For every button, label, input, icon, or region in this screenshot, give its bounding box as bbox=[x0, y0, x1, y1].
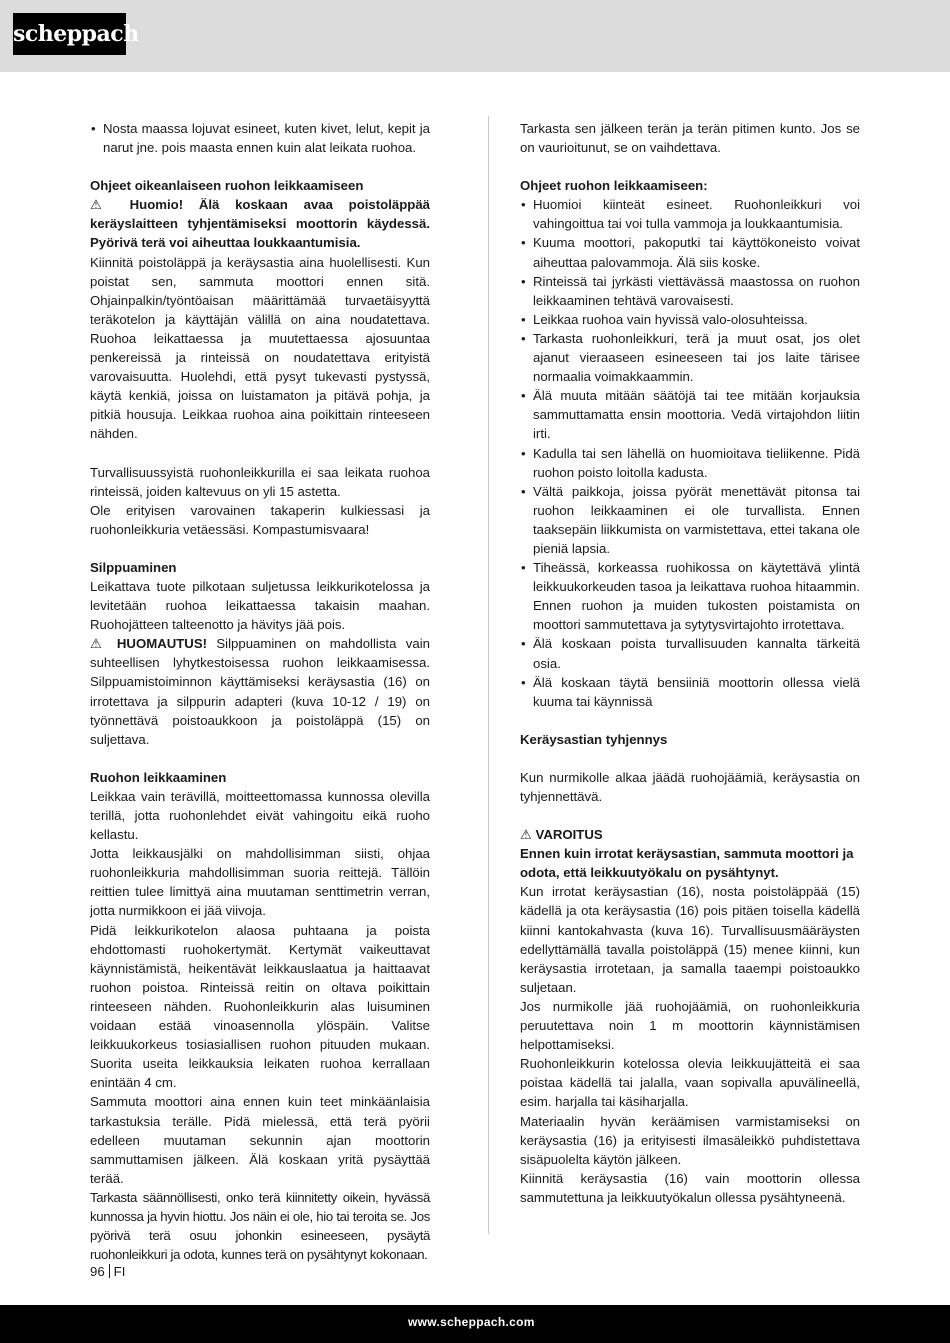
warning-label: VAROITUS bbox=[535, 827, 603, 843]
page-number-value: 96 bbox=[90, 1264, 105, 1279]
paragraph: Materiaalin hyvän keräämisen varmistamiseksi on keräysastia (16) ja erityisesti ilmasäleikkö puhdistettava sisäpuolelta käytön jälkeen. bbox=[520, 1113, 860, 1167]
note-label: HUOMAUTUS! bbox=[116, 636, 208, 652]
list-item: • Älä koskaan poista turvallisuuden kannalta tärkeitä osia. bbox=[520, 634, 860, 672]
paragraph: Jotta leikkausjälki on mahdollisimman siisti, ohjaa ruohonleikkuria mahdollisimman suoria reittejä. Tällöin reittien tulee limittyä aina muutaman senttimetrin verran, jotta nurmikkoon ei jää viivoja. bbox=[90, 846, 430, 919]
note-paragraph bbox=[90, 634, 430, 749]
page-language: FI bbox=[113, 1264, 126, 1279]
paragraph: Tarkasta säännöllisesti, onko terä kiinnitetty oikein, hyvässä kunnossa ja hyvin hiottu. Jos näin ei ole, hio tai teroita se. Jos pyörivä terä osuu johonkin esineeseen, pysäytä ruohonleikkuri ja odota, kunnes terä on pysähtynyt kokonaan. bbox=[90, 1189, 430, 1263]
left-column bbox=[90, 119, 430, 1264]
page-header bbox=[0, 0, 950, 72]
paragraph: Turvallisuussyistä ruohonleikkurilla ei saa leikata ruohoa rinteissä, joiden kaltevuus on yli 15 astetta. bbox=[90, 464, 430, 499]
page-footer bbox=[0, 1305, 950, 1343]
right-column bbox=[520, 119, 860, 1207]
list-item: • Tiheässä, korkeassa ruohikossa on käytettävä ylintä leikkuukorkeuden tasoa ja leikattava ruohoa hitaammin. Ennen ruohon ja muiden tukosten poistamista on moottori sammutettava ja sytytysvirtajohto irrotettava. bbox=[520, 558, 860, 634]
warning-icon: ⚠ bbox=[90, 636, 108, 652]
section-heading-emptying: Keräysastian tyhjennys bbox=[520, 731, 668, 747]
paragraph: Tarkasta sen jälkeen terän ja terän pitimen kunto. Jos se on vaurioitunut, se on vaihdettava. bbox=[520, 121, 860, 156]
paragraph: Ole erityisen varovainen takaperin kulkiessasi ja ruohonleikkuria vetäessäsi. Kompastumisvaara! bbox=[90, 502, 430, 537]
list-item: • Nosta maassa lojuvat esineet, kuten kivet, lelut, kepit ja narut jne. pois maasta ennen kuin alat leikata ruohoa. bbox=[90, 119, 430, 157]
paragraph: Kun irrotat keräysastian (16), nosta poistoläppää (15) kädellä ja ota keräysastia (16) pois pitäen toisella kädellä kiinni kantokahvasta (kuva 16). Turvallisuusmääräysten edellyttämällä tavalla poistoläppä (15) menee kiinni, kun keräysastia irrotetaan, ja samalla taaempi poistoaukko suljetaan. bbox=[520, 884, 860, 995]
warning-paragraph bbox=[90, 195, 430, 252]
note-text: Silppuaminen on mahdollista vain suhteellisen lyhytkestoisessa ruohon leikkaamisessa. Silppuamistoiminnon käyttämiseksi keräysastia (16) on irrotettava ja silppurin adapteri (kuva 10-12 / 19) on työnnettävä poistoaukkoon ja poistoläppä (15) on suljettava. bbox=[90, 636, 430, 747]
section-heading-mowing: Ruohon leikkaaminen bbox=[90, 769, 227, 785]
list-item: • Älä muuta mitään säätöjä tai tee mitään korjauksia sammuttamatta ensin moottoria. Vedä virtajohdon liitin irti. bbox=[520, 386, 860, 443]
list-item: • Älä koskaan täytä bensiiniä moottorin ollessa vielä kuuma tai käynnissä bbox=[520, 673, 860, 711]
paragraph: Kun nurmikolle alkaa jäädä ruohojäämiä, keräysastia on tyhjennettävä. bbox=[520, 769, 860, 804]
paragraph: Kiinnitä poistoläppä ja keräysastia aina huolellisesti. Kun poistat sen, sammuta moottori ennen sitä. Ohjainpalkin/työntöaisan määrittämää turvaetäisyyttä teräkotelon ja käyttäjän välillä on aina noudatettava. Ruohoa leikattaessa ja muutettaessa ajosuuntaa penkereissä ja rinteissä on noudatettava erityistä varovaisuutta. Huolehdi, että pysyt tukevasti pystyssä, käytä kenkiä, joissa on luistamaton ja pitävä pohja, ja pitkiä housuja. Leikkaa ruohoa aina poikittain rinteeseen nähden. bbox=[90, 254, 430, 442]
paragraph: Pidä leikkurikotelon alaosa puhtaana ja poista ehdottomasti ruohokertymät. Kertymät vaikeuttavat käynnistämistä, heikentävät leikkauslaatua ja haittaavat ruohon poistoa. Rinteissä reitin on oltava poikittain rinteeseen nähden. Ruohonleikkurin alas luisuminen voidaan estää vinoasennolla ylöspäin. Valitse leikkuukorkeus tosiasiallisen ruohon pituuden mukaan. Suorita useita leikkauksia leikaten ruohoa kerrallaan enintään 4 cm. bbox=[90, 922, 430, 1091]
paragraph: Kiinnitä keräysastia (16) vain moottorin ollessa sammutettuna ja leikkuutyökalun ollessa pysähtyneenä. bbox=[520, 1170, 860, 1205]
website-link[interactable]: www.scheppach.com bbox=[408, 1315, 535, 1329]
section-heading-instructions: Ohjeet ruohon leikkaamiseen: bbox=[520, 178, 708, 194]
warning-icon: ⚠ bbox=[90, 197, 114, 213]
list-item: • Leikkaa ruohoa vain hyvissä valo-olosuhteissa. bbox=[520, 310, 860, 329]
list-item: • Huomioi kiinteät esineet. Ruohonleikkuri voi vahingoittua tai voi tulla vammoja ja loukkaantumisia. bbox=[520, 195, 860, 233]
list-item: • Vältä paikkoja, joissa pyörät menettävät pitonsa tai ruohon leikkaaminen ei ole turvallista. Ennen taaksepäin liikkumista on varmistettava, ettei takana ole pieniä lapsia. bbox=[520, 482, 860, 558]
list-item: • Tarkasta ruohonleikkuri, terä ja muut osat, jos olet ajanut vieraaseen esineeseen tai jos laite tärisee normaalia voimakkaammin. bbox=[520, 329, 860, 386]
section-heading-correct-mowing: Ohjeet oikeanlaiseen ruohon leikkaamiseen bbox=[90, 178, 364, 194]
list-item: • Kadulla tai sen lähellä on huomioitava tieliikenne. Pidä ruohon poisto loitolla kadusta. bbox=[520, 444, 860, 482]
column-divider bbox=[488, 116, 489, 1234]
paragraph: Leikattava tuote pilkotaan suljetussa leikkurikotelossa ja levitetään ruohoa leikattaessa takaisin maahan. Ruohojätteen talteenotto ja hävitys jää pois. bbox=[90, 578, 430, 633]
paragraph: Leikkaa vain terävillä, moitteettomassa kunnossa olevilla terillä, jotta ruohonlehdet eivät vahingoitu eikä ruoho kellastu. bbox=[90, 788, 430, 843]
instructions-list bbox=[520, 195, 860, 711]
warning-text: Huomio! Älä koskaan avaa poistoläppää keräyslaitteen tyhjentämiseksi moottorin käydessä. Pyörivä terä voi aiheuttaa loukkaantumisia. bbox=[90, 197, 430, 251]
page-number-separator bbox=[109, 1264, 110, 1278]
intro-list bbox=[90, 119, 430, 157]
warning-heading bbox=[520, 825, 860, 844]
warning-icon: ⚠ bbox=[520, 827, 532, 843]
page-number bbox=[90, 1264, 125, 1279]
paragraph: Ruohonleikkurin kotelossa olevia leikkuujätteitä ei saa poistaa kädellä tai jalalla, vaan sopivalla apuvälineellä, esim. harjalla tai käsiharjalla. bbox=[520, 1056, 860, 1110]
brand-logo: scheppach bbox=[13, 13, 126, 55]
warning-text: Ennen kuin irrotat keräysastian, sammuta moottori ja odota, että leikkuutyökalu on pysähtynyt. bbox=[520, 846, 854, 881]
list-item: • Rinteissä tai jyrkästi viettävässä maastossa on ruohon leikkaaminen tehtävä varovaisesti. bbox=[520, 272, 860, 310]
paragraph: Sammuta moottori aina ennen kuin teet minkäänlaisia tarkastuksia terälle. Pidä mielessä, että terä pyörii edelleen muutaman sekunnin ajan moottorin sammuttamisen jälkeen. Älä koskaan yritä pysäyttää terää. bbox=[90, 1094, 430, 1186]
section-heading-mulching: Silppuaminen bbox=[90, 559, 177, 575]
list-item: • Kuuma moottori, pakoputki tai käyttökoneisto voivat aiheuttaa palovammoja. Älä siis koske. bbox=[520, 233, 860, 271]
paragraph: Jos nurmikolle jää ruohojäämiä, on ruohonleikkuria peruutettava noin 1 m moottorin käynnistämisen helpottamiseksi. bbox=[520, 998, 860, 1053]
